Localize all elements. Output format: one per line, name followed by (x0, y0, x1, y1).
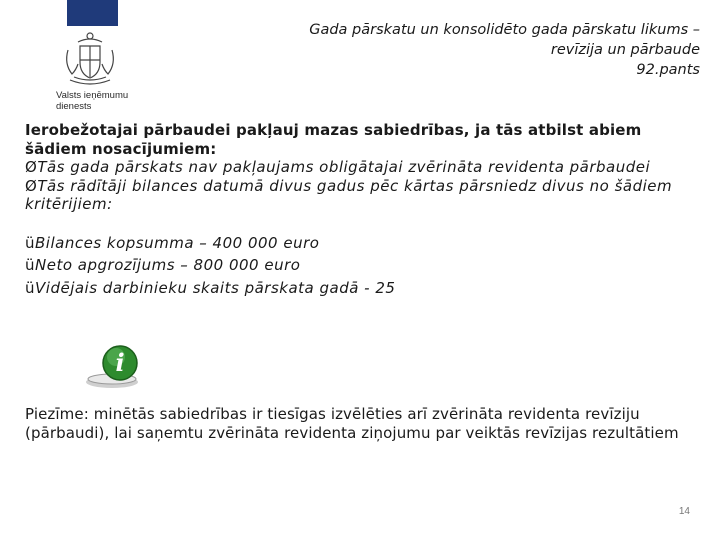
condition-text: Tās rādītāji bilances datumā divus gadus pēc kārtas pārsniedz divus no šādiem kritērijiem: (25, 176, 673, 213)
condition-text: Tās gada pārskats nav pakļaujams obligātajai zvērināta revidenta pārbaudei (37, 158, 651, 176)
title-line2: revīzija un pārbaude (550, 42, 700, 58)
org-name-line2: dienests (56, 101, 92, 112)
organization-name (56, 90, 136, 112)
arrow-bullet-icon: Ø (25, 176, 38, 195)
info-icon (82, 342, 144, 390)
title-line1: Gada pārskatu un konsolidēto gada pārskatu likums – (309, 22, 700, 38)
brand-color-bar (67, 0, 118, 26)
condition-item (25, 177, 700, 214)
note-paragraph: Piezīme: minētās sabiedrības ir tiesīgas izvēlēties arī zvērināta revidenta revīziju (pārbaudi), lai saņemtu zvērināta revidenta ziņojumu par veiktās revīzijas rezultātiem (25, 405, 679, 442)
condition-item (25, 158, 700, 177)
criteria-list (25, 232, 700, 300)
page-number: 14 (678, 506, 690, 517)
conditions-list (25, 158, 700, 214)
slide-body (25, 121, 700, 299)
coat-of-arms-icon (60, 30, 120, 88)
criterion-item (25, 277, 700, 300)
checkmark-bullet-icon: ü (25, 256, 36, 274)
criterion-text: Bilances kopsumma – 400 000 euro (35, 233, 320, 252)
lead-paragraph: Ierobežotajai pārbaudei pakļauj mazas sabiedrības, ja tās atbilst abiem šādiem nosacījumiem: (25, 121, 642, 158)
info-glyph: i (115, 348, 125, 377)
criterion-text: Neto apgrozījums – 800 000 euro (35, 256, 301, 274)
criterion-item (25, 232, 700, 255)
criterion-text: Vidējais darbinieku skaits pārskata gadā - 25 (35, 278, 396, 297)
checkmark-bullet-icon: ü (25, 233, 36, 252)
title-line3: 92.pants (636, 62, 700, 78)
vid-logo (48, 30, 136, 112)
arrow-bullet-icon: Ø (25, 158, 38, 176)
slide-title (160, 20, 700, 80)
org-name-line1: Valsts ieņēmumu (56, 90, 129, 101)
criterion-item (25, 254, 700, 277)
checkmark-bullet-icon: ü (25, 278, 36, 297)
